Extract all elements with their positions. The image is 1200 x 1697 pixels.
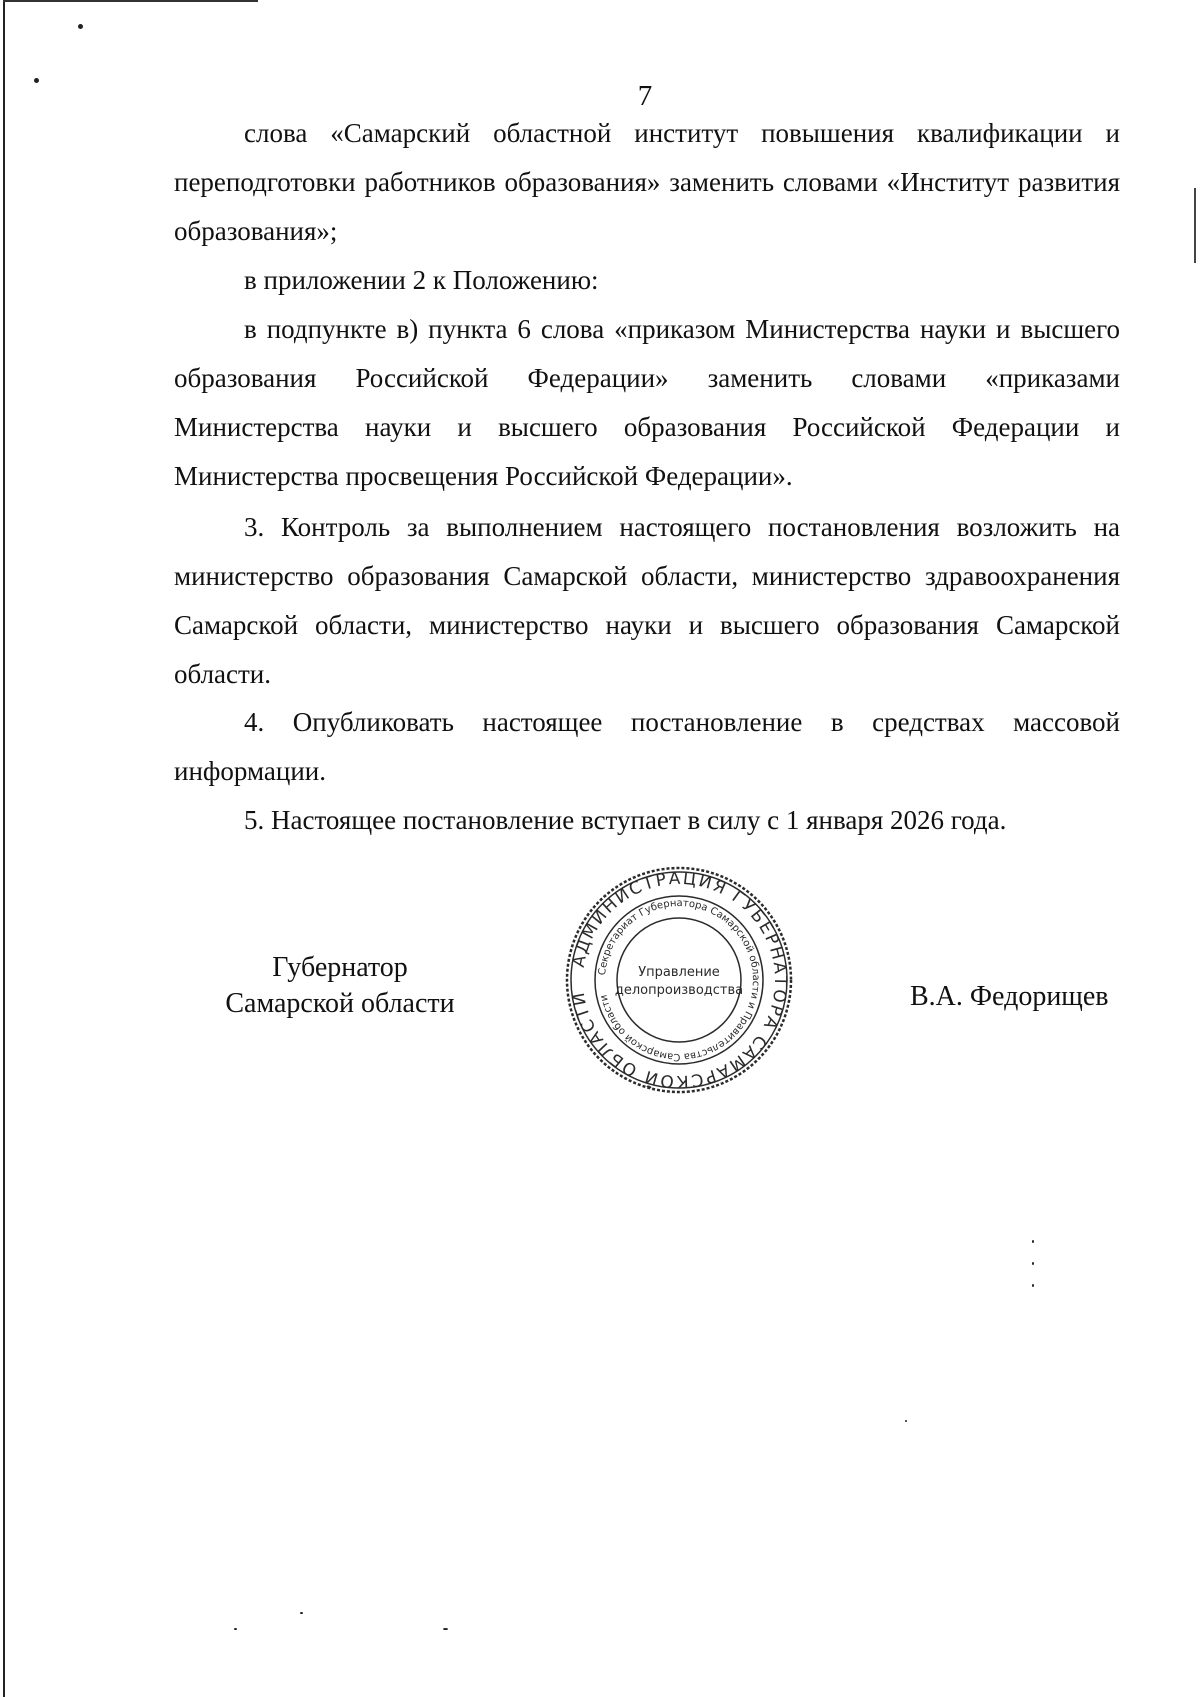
scan-speck xyxy=(78,24,83,29)
paragraph-appendix-2: в приложении 2 к Положению: xyxy=(244,265,599,295)
scan-speck xyxy=(300,1612,303,1614)
seal-center-line-1: Управление xyxy=(638,965,720,980)
page-edge-top xyxy=(3,0,258,2)
scan-speck xyxy=(1032,1240,1034,1243)
page-number: 7 xyxy=(637,80,653,112)
scan-speck xyxy=(1032,1284,1034,1287)
scan-speck xyxy=(905,1420,907,1422)
signatory-name: В.А. Федорищев xyxy=(910,981,1109,1012)
signatory-title-line-2: Самарской области xyxy=(225,988,455,1019)
signatory-title-line-1: Губернатор xyxy=(272,952,408,983)
seal-center-line-2: делопроизводства xyxy=(614,983,744,998)
page-edge-left xyxy=(3,0,5,1697)
paragraph-item-4-publish: 4. Опубликовать настоящее постановление в средствах массовой информации. xyxy=(174,707,1120,786)
paragraph-subclause-v: в подпункте в) пункта 6 слова «приказом Министерства науки и высшего образования Российской Федерации» заменить словами «приказами Министерства науки и высшего образования Российской Федерации и Министерства просвещения Российской Федерации». xyxy=(174,314,1120,491)
signatory-title xyxy=(200,950,480,1022)
scan-speck xyxy=(234,1628,237,1630)
scan-speck xyxy=(1032,1262,1034,1265)
paragraph-item-3-control: 3. Контроль за выполнением настоящего постановления возложить на министерство образования Самарской области, министерство здравоохранения Самарской области, министерство науки и высшего образования Самарской области. xyxy=(174,512,1120,689)
seal-graphic xyxy=(563,864,795,1096)
page-edge-right xyxy=(1194,188,1196,263)
seal-outer-text: АДМИНИСТРАЦИЯ ГУБЕРНАТОРА САМАРСКОЙ ОБЛАСТИ xyxy=(568,868,791,1092)
official-seal-stamp xyxy=(563,864,795,1096)
scan-speck xyxy=(443,1628,448,1630)
seal-inner-text: Секретариат Губернатора Самарской области и Правительства Самарской области xyxy=(597,897,762,1063)
paragraph-rename-institute: слова «Самарский областной институт повышения квалификации и переподготовки работников образования» заменить словами «Институт развития образования»; xyxy=(174,118,1120,246)
paragraph-item-5-effective: 5. Настоящее постановление вступает в силу с 1 января 2026 года. xyxy=(244,805,1007,835)
